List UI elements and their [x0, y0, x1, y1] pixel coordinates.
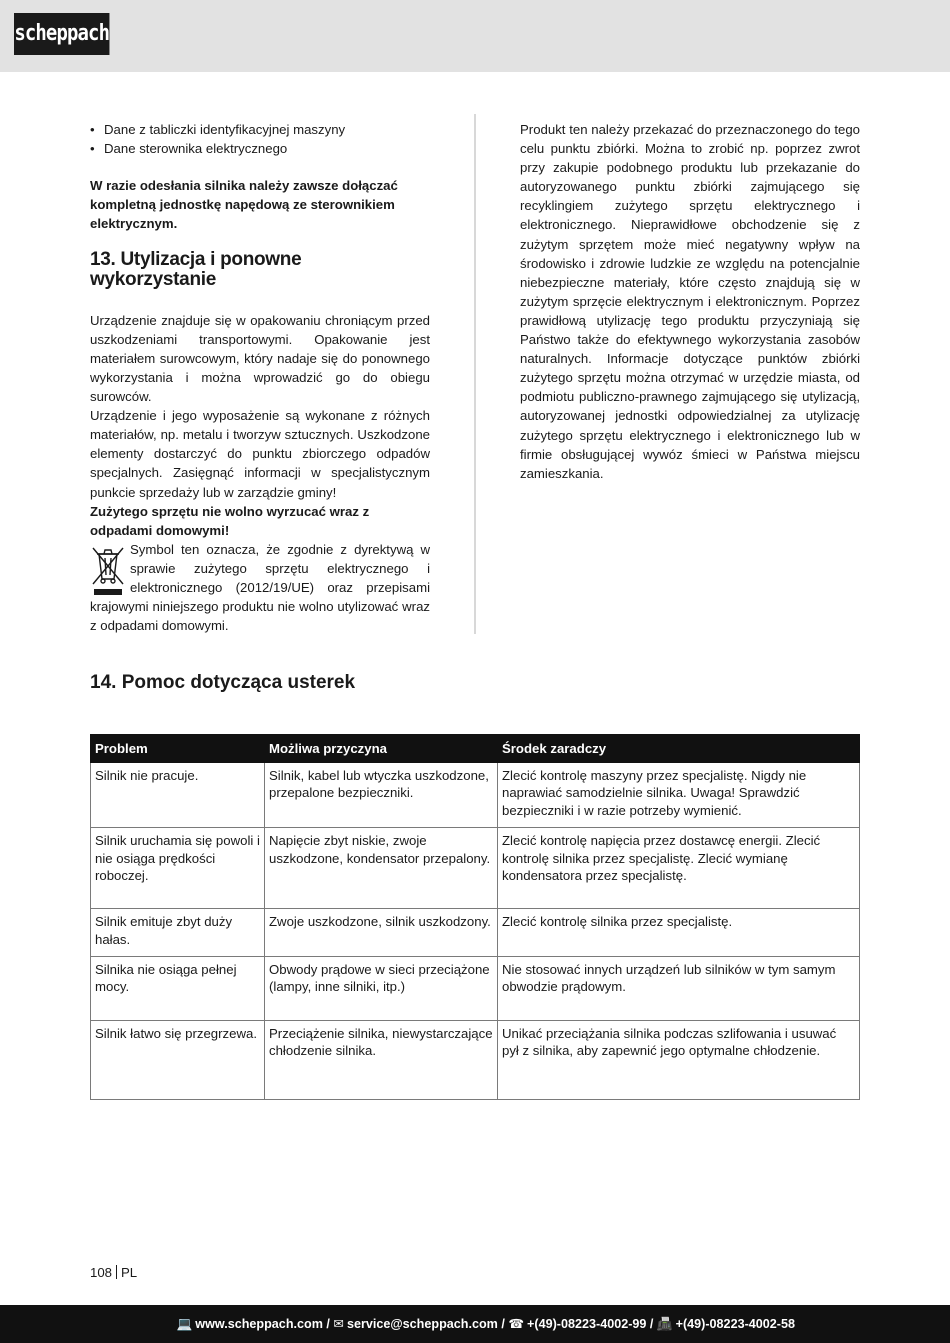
footer-contact — [177, 1305, 795, 1343]
section-14-title: 14. Pomoc dotycząca usterek — [90, 672, 356, 693]
envelope-icon: ✉ — [333, 1317, 344, 1331]
cause-cell: Zwoje uszkodzone, silnik uszkodzony. — [265, 909, 498, 957]
crossed-out-wheelie-bin-icon — [90, 543, 126, 597]
weee-notice — [90, 540, 430, 635]
header-remedy: Środek zaradczy — [498, 735, 860, 763]
footer-band — [0, 1305, 950, 1343]
page-number — [90, 1265, 137, 1280]
remedy-cell: Nie stosować innych urządzeń lub silników w tym samym obwodzie prądowym. — [498, 957, 860, 1021]
problem-cell: Silnik łatwo się przegrzewa. — [91, 1021, 265, 1100]
right-column — [520, 120, 860, 483]
footer-phone: +(49)-08223-4002-99 / — [527, 1317, 654, 1331]
header-cause: Możliwa przyczyna — [265, 735, 498, 763]
page-number-separator — [116, 1265, 117, 1279]
remedy-cell: Unikać przeciążania silnika podczas szlifowania i usuwać pył z silnika, aby zapewnić jego optymalne chłodzenie. — [498, 1021, 860, 1100]
problem-cell: Silnika nie osiąga pełnej mocy. — [91, 957, 265, 1021]
fax-icon: 📠 — [656, 1317, 673, 1331]
table-header-row — [91, 735, 860, 763]
problem-cell: Silnik uruchamia się powoli i nie osiąga prędkości roboczej. — [91, 828, 265, 909]
problem-cell: Silnik emituje zbyt duży hałas. — [91, 909, 265, 957]
table-row — [91, 909, 860, 957]
remedy-cell: Zlecić kontrolę napięcia przez dostawcę energii. Zlecić kontrolę silnika przez specjalistę. Zlecić wymianę kondensatora przez specjalistę. — [498, 828, 860, 909]
section-13-title: 13. Utylizacja i ponowne wykorzystanie — [90, 249, 302, 290]
header-problem: Problem — [91, 735, 265, 763]
table-row — [91, 828, 860, 909]
table-row — [91, 763, 860, 828]
page-language: PL — [121, 1265, 138, 1280]
footer-email[interactable]: service@scheppach.com / — [346, 1317, 505, 1331]
troubleshooting-table — [90, 734, 860, 1100]
column-divider — [474, 114, 476, 634]
table-row — [91, 957, 860, 1021]
table-row — [91, 1021, 860, 1100]
footer-fax: +(49)-08223-4002-58 — [675, 1317, 795, 1331]
return-warning: W razie odesłania silnika należy zawsze dołączać kompletną jednostkę napędową ze sterownikiem elektrycznym. — [90, 178, 398, 232]
bullet-item: • Dane z tabliczki identyfikacyjnej maszyny — [90, 120, 430, 139]
header-band — [0, 0, 950, 72]
left-column — [90, 120, 430, 635]
laptop-icon: 💻 — [176, 1317, 193, 1331]
remedy-cell: Zlecić kontrolę maszyny przez specjalistę. Nigdy nie naprawiać samodzielnie silnika. Uwaga! Sprawdzić bezpieczniki i w razie potrzeby wymienić. — [498, 763, 860, 828]
page-number-value: 108 — [90, 1265, 113, 1280]
collection-point-paragraph: Produkt ten należy przekazać do przeznaczonego do tego celu punktu zbiórki. Można to zrobić np. poprzez zwrot przy zakupie podobnego produktu lub przekazanie do autoryzowanego punktu zbiórki zajmującego się recyklingiem zużytego sprzętu elektrycznego i elektronicznego. Nieprawidłowe obchodzenie się z zużytym sprzętem może mieć negatywny wpływ na środowisko i zdrowie ludzkie ze względu na potencjalnie niebezpieczne materiały, które często znajdują się w zużytym sprzęcie elektrycznym i elektronicznym. Poprzez prawidłową utylizację tego produktu przyczyniają się Państwo także do efektywnego wykorzystania zasobów naturalnych. Informacje dotyczące punktów zbiórki zużytego sprzętu można otrzymać w urzędzie miasta, od podmiotu publiczno-prawnego zajmującego się utylizacją, autoryzowanej jednostki odpowiedzialnej za utylizację zużytego sprzętu elektrycznego i elektronicznego lub w firmie obsługującej wywóz śmieci w Państwa miejscu zamieszkania. — [520, 122, 860, 481]
materials-paragraph: Urządzenie i jego wyposażenie są wykonane z różnych materiałów, np. metalu i tworzyw sztucznych. Uszkodzone elementy dostarczyć do punktu zbiorczego odpadów specjalnych. Zasięgnąć informacji w specjalistycznym punkcie sprzedaży lub w zarządzie gminy! — [90, 408, 430, 500]
cause-cell: Napięcie zbyt niskie, zwoje uszkodzone, kondensator przepalony. — [265, 828, 498, 909]
info-bullet-list — [90, 120, 430, 158]
household-waste-warning: Zużytego sprzętu nie wolno wyrzucać wraz z odpadami domowymi! — [90, 503, 370, 538]
cause-cell: Silnik, kabel lub wtyczka uszkodzone, przepalone bezpieczniki. — [265, 763, 498, 828]
scheppach-logo: scheppach — [14, 13, 109, 55]
footer-website[interactable]: www.scheppach.com / — [195, 1317, 330, 1331]
remedy-cell: Zlecić kontrolę silnika przez specjalistę. — [498, 909, 860, 957]
weee-paragraph: Symbol ten oznacza, że zgodnie z dyrektywą w sprawie zużytego sprzętu elektrycznego i elektronicznego (2012/19/UE) oraz przepisami krajowymi niniejszego produktu nie wolno utylizować wraz z odpadami domowymi. — [90, 541, 430, 634]
cause-cell: Obwody prądowe w sieci przeciążone (lampy, inne silniki, itp.) — [265, 957, 498, 1021]
packaging-paragraph: Urządzenie znajduje się w opakowaniu chroniącym przed uszkodzeniami transportowymi. Opakowanie jest materiałem surowcowym, który nadaje się do ponownego wykorzystania i można wprowadzić go do obiegu surowców. — [90, 312, 430, 405]
cause-cell: Przeciążenie silnika, niewystarczające chłodzenie silnika. — [265, 1021, 498, 1100]
bullet-item: • Dane sterownika elektrycznego — [90, 139, 430, 158]
problem-cell: Silnik nie pracuje. — [91, 763, 265, 828]
phone-icon: ☎ — [508, 1317, 525, 1331]
